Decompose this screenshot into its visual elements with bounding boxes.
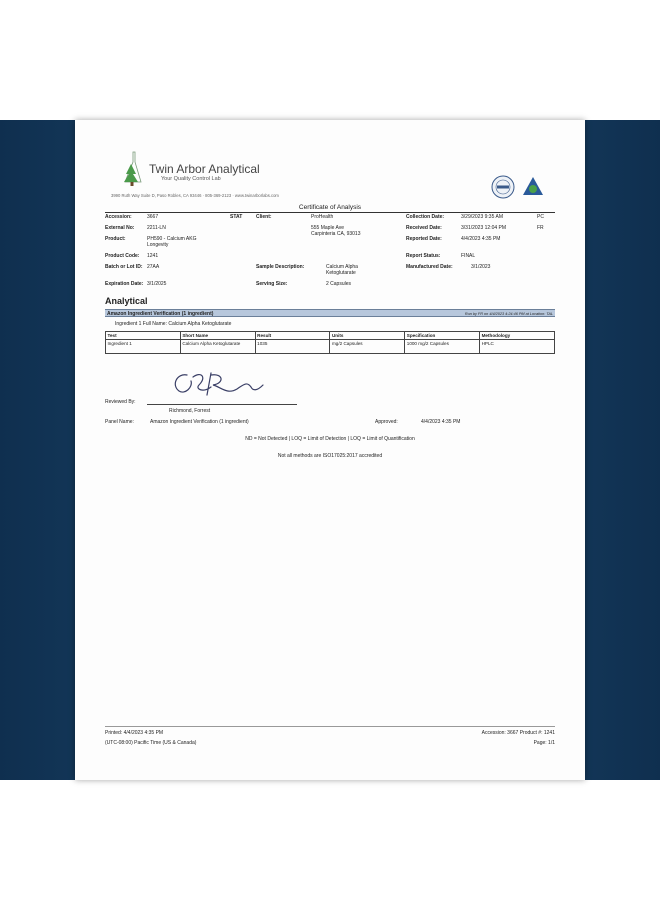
approved-label: Approved: xyxy=(375,419,398,425)
tree-flask-icon xyxy=(119,148,147,192)
lab-logo xyxy=(119,148,259,192)
expiration-value: 3/1/2025 xyxy=(147,281,167,287)
reviewed-by-label: Reviewed By: xyxy=(105,399,136,405)
reviewer-signature xyxy=(167,367,267,399)
timezone: (UTC-08:00) Pacific Time (US & Canada) xyxy=(105,740,197,746)
column-header: Units xyxy=(330,332,405,340)
received-value: 3/31/2023 12:04 PM xyxy=(461,225,507,231)
sample-value-line2: Ketoglutarate xyxy=(326,270,356,276)
analytical-heading: Analytical xyxy=(105,296,148,306)
manufactured-label: Manufactured Date: xyxy=(406,264,453,270)
collection-value: 3/29/2023 9:35 AM xyxy=(461,214,503,220)
panel-name-value: Amazon Ingredient Verification (1 ingredient) xyxy=(150,419,249,425)
lab-name: Twin Arbor Analytical xyxy=(149,162,260,176)
results-header-row xyxy=(106,332,555,340)
client-address-line1: 555 Maple Ave xyxy=(311,225,344,231)
abbreviation-legend: ND = Not Detected | LOQ = Limit of Detection | LOQ = Limit of Quantification xyxy=(245,436,415,442)
stat-label: STAT xyxy=(230,214,243,220)
column-header: Test xyxy=(106,332,181,340)
external-value: 2211-LN xyxy=(147,225,166,231)
report-status-label: Report Status: xyxy=(406,253,441,259)
client-name: ProHealth xyxy=(311,214,334,220)
sample-value-line1: Calcium Alpha xyxy=(326,264,358,270)
units-cell: mg/2 Capsules xyxy=(330,340,405,354)
test-cell: Ingredient 1 xyxy=(106,340,181,354)
approved-value: 4/4/2023 4:35 PM xyxy=(421,419,461,425)
panel-header-bar xyxy=(105,309,555,317)
product-value-line2: Longevity xyxy=(147,242,169,248)
accession-label: Accession: xyxy=(105,214,132,220)
client-label: Client: xyxy=(256,214,272,220)
batch-value: 27AA xyxy=(147,264,160,270)
printed-date: Printed: 4/4/2023 4:35 PM xyxy=(105,730,164,736)
accreditation-note: Not all methods are ISO17025:2017 accredited xyxy=(277,453,383,459)
panel-heading: Amazon Ingredient Verification (1 ingredient) xyxy=(107,311,214,317)
run-info: Run by FR on 4/4/2023 4:24:46 PM at Location: TAL xyxy=(464,311,553,316)
document-title: Certificate of Analysis xyxy=(298,204,362,211)
batch-label: Batch or Lot ID: xyxy=(105,264,143,270)
expiration-label: Expiration Date: xyxy=(105,281,144,287)
footer-rule xyxy=(105,726,555,727)
ingredient-full-name: Ingredient 1 Full Name: Calcium Alpha Ketoglutarate xyxy=(115,321,232,327)
serving-value: 2 Capsules xyxy=(326,281,352,287)
table-row xyxy=(106,340,555,354)
column-header: Methodology xyxy=(480,332,555,340)
accession-product-footer: Accession: 3667 Product #: 1241 xyxy=(481,730,555,736)
short-name-cell: Calcium Alpha Ketoglutarate xyxy=(180,340,255,354)
reported-value: 4/4/2023 4:35 PM xyxy=(461,236,501,242)
received-label: Received Date: xyxy=(406,225,442,231)
product-code-value: 1241 xyxy=(147,253,159,259)
signature-line xyxy=(147,404,297,405)
product-label: Product: xyxy=(105,236,126,242)
collection-label: Collection Date: xyxy=(406,214,445,220)
sample-label: Sample Description: xyxy=(256,264,305,270)
methodology-cell: HPLC xyxy=(480,340,555,354)
product-value-line1: PH590 - Calcium AKG xyxy=(147,236,197,242)
results-table xyxy=(105,331,555,354)
column-header: Result xyxy=(255,332,330,340)
accession-value: 3667 xyxy=(147,214,159,220)
panel-name-label: Panel Name: xyxy=(105,419,134,425)
collection-flag: PC xyxy=(537,214,544,220)
specification-cell: 1000 mg/2 Capsules xyxy=(405,340,480,354)
serving-label: Serving Size: xyxy=(256,281,288,287)
client-address-line2: Carpinteria CA, 93013 xyxy=(311,231,361,237)
column-header: Specification xyxy=(405,332,480,340)
lab-tagline: Your Quality Control Lab xyxy=(161,176,221,182)
column-header: Short Name xyxy=(180,332,255,340)
accreditation-triangle-icon xyxy=(521,175,545,199)
accreditation-seal-icon xyxy=(491,175,515,199)
manufactured-value: 3/1/2023 xyxy=(471,264,491,270)
reviewer-name: Richmond, Forrest xyxy=(169,408,211,414)
title-rule xyxy=(105,212,555,213)
report-status-value: FINAL xyxy=(461,253,476,259)
certificate-page xyxy=(75,120,585,780)
page-number: Page: 1/1 xyxy=(533,740,555,746)
result-cell: 1035 xyxy=(255,340,330,354)
product-code-label: Product Code: xyxy=(105,253,140,259)
received-flag: FR xyxy=(537,225,544,231)
external-label: External No: xyxy=(105,225,135,231)
lab-address: 3990 Ruth Way Suite D, Paso Robles, CA 93446 · 805-369-2123 · www.twinarborlabs.com xyxy=(111,193,279,198)
reported-label: Reported Date: xyxy=(406,236,442,242)
